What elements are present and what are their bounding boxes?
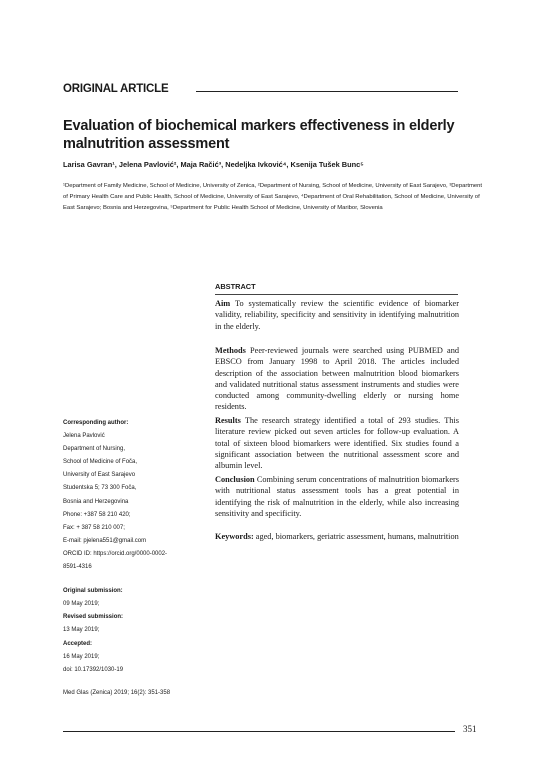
section-divider xyxy=(196,91,458,92)
correspondence-line: Department of Nursing, xyxy=(63,446,126,453)
article-title: Evaluation of biochemical markers effectiveness in elderly malnutrition assessment xyxy=(63,118,455,152)
aim-label: Aim xyxy=(215,299,231,308)
abstract-aim xyxy=(215,298,459,332)
affiliations: ¹Department of Family Medicine, School of Medicine, University of Zenica, ²Department of Nursing, School of Medicine, University of East Sarajevo, ³Department of Primary Health Care and Public Health, School of Medicine, University of East Sarajevo, ⁴Department of Oral Rehabilitation, School of Medicine, University of East Sarajevo; Bosnia and Herzegovina, ⁵Department for Public Health School of Medicine, University of Maribor, Slovenia xyxy=(63,183,483,212)
results-text: The research strategy identified a total of 293 studies. This literature review picked out seven articles for follow-up evaluation. A total of sixteen blood biomarkers were identified. Six studies found a significant association between the nutritional assessment score and albumin level. xyxy=(215,416,459,471)
abstract-divider xyxy=(215,294,458,295)
conclusion-label: Conclusion xyxy=(215,475,255,484)
correspondence-orcid[interactable]: ORCID ID: https://orcid.org/0000-0002- xyxy=(63,550,168,557)
correspondence-orcid-cont[interactable]: 8591-4316 xyxy=(63,564,92,571)
accepted-date: 16 May 2019; xyxy=(63,653,100,660)
revised-submission-label: Revised submission: xyxy=(63,614,124,621)
original-submission-date: 09 May 2019; xyxy=(63,601,100,608)
revised-submission-date: 13 May 2019; xyxy=(63,627,100,634)
correspondence-line: Bosnia and Herzegovina xyxy=(63,498,129,505)
results-label: Results xyxy=(215,416,241,425)
abstract-conclusion xyxy=(215,474,459,519)
original-submission-label: Original submission: xyxy=(63,588,123,595)
article-sidebar xyxy=(63,417,203,677)
footer-divider xyxy=(63,731,455,732)
correspondence-heading: Corresponding author: xyxy=(63,420,129,426)
correspondence-line: University of East Sarajevo xyxy=(63,472,136,479)
abstract-methods xyxy=(215,345,459,413)
keywords-text: aged, biomarkers, geriatric assessment, humans, malnutrition xyxy=(255,532,459,541)
abstract-heading: ABSTRACT xyxy=(215,282,256,291)
abstract-keywords xyxy=(215,531,459,542)
correspondence-email[interactable]: E-mail: pjelena551@gmail.com xyxy=(63,537,147,544)
correspondence-line: School of Medicine of Foča, xyxy=(63,459,138,466)
methods-label: Methods xyxy=(215,346,246,355)
methods-text: Peer-reviewed journals were searched using PUBMED and EBSCO from January 1998 to April 2018. The articles included description of the association between malnutrition blood biomarkers and validated nutritional status assessment instruments and studies were conducted among community-dwelling elderly or nursing home residents. xyxy=(215,346,459,412)
doi[interactable]: doi: 10.17392/1030-19 xyxy=(63,666,124,673)
page-number: 351 xyxy=(463,724,477,734)
aim-text: To systematically review the scientific evidence of biomarker validity, reliability, specificity and sensitivity in identifying malnutrition in the elderly. xyxy=(215,299,459,331)
section-label: ORIGINAL ARTICLE xyxy=(63,83,169,95)
journal-citation: Med Glas (Zenica) 2019; 16(2): 351-358 xyxy=(63,690,171,696)
keywords-label: Keywords: xyxy=(215,532,254,541)
abstract-results xyxy=(215,415,459,471)
conclusion-text: Combining serum concentrations of malnutrition biomarkers with nutritional status assessment tools has a great potential in identifying the risk of malnutrition in the elderly, while also increasing sensitivity and specificity. xyxy=(215,475,459,518)
correspondence-line: Studentska 5; 73 300 Foča, xyxy=(63,485,137,492)
author-list: Larisa Gavran¹, Jelena Pavlović², Maja Račić³, Nedeljka Ivković⁴, Ksenija Tušek Bunc⁵ xyxy=(63,160,364,169)
correspondence-line: Jelena Pavlović xyxy=(63,433,105,440)
spacer xyxy=(63,574,203,585)
accepted-label: Accepted: xyxy=(63,640,93,647)
correspondence-line: Phone: +387 58 210 420; xyxy=(63,511,131,518)
correspondence-line: Fax: + 387 58 210 007; xyxy=(63,524,125,531)
